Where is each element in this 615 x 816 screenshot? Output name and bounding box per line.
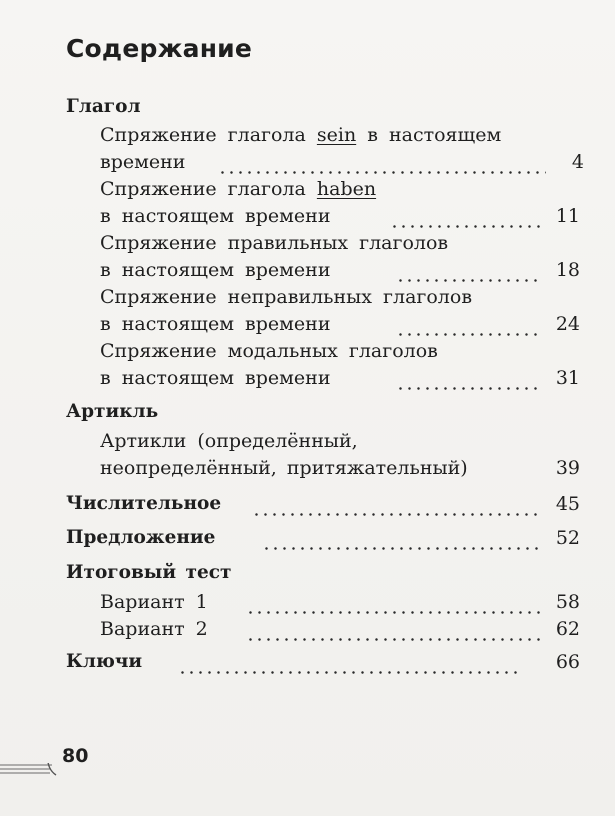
toc-entry-text: Вариант 1	[100, 591, 208, 613]
toc-page-number: 45	[555, 493, 580, 515]
toc-entry[interactable]	[100, 457, 580, 483]
toc-page-number: 11	[555, 205, 580, 227]
toc-entry-text: в настоящем времени	[100, 313, 331, 335]
toc-entry-text: Вариант 2	[100, 618, 208, 640]
section-heading-keys: Ключи	[66, 651, 143, 672]
toc-page-number: 62	[555, 618, 580, 640]
toc-entry[interactable]	[100, 259, 580, 285]
toc-entry-line1: Спряжение глагола haben	[100, 178, 377, 200]
toc-entry-line1: Спряжение модальных глаголов	[100, 340, 438, 362]
toc-page-number: 4	[571, 151, 584, 173]
dot-leader	[396, 333, 540, 336]
toc-entry-numeral[interactable]	[66, 493, 580, 519]
toc-page-number: 66	[555, 651, 580, 673]
toc-entry-line1: Спряжение неправильных глаголов	[100, 286, 473, 308]
toc-entry[interactable]	[100, 618, 580, 644]
toc-entry-line1: Спряжение глагола sein в настоящем	[100, 124, 502, 146]
toc-entry-text: времени	[100, 151, 186, 173]
toc-entry-line1: Артикли (определённый,	[100, 430, 358, 452]
dot-leader	[218, 171, 546, 174]
dot-leader	[178, 671, 522, 674]
section-heading-verb: Глагол	[66, 96, 141, 117]
toc-entry-keys[interactable]	[66, 651, 580, 677]
page-number: 80	[62, 745, 89, 767]
dot-leader	[390, 225, 540, 228]
dot-leader	[246, 638, 540, 641]
toc-entry-text: в настоящем времени	[100, 205, 331, 227]
toc-entry-text: неопределённый, притяжательный)	[100, 457, 468, 479]
toc-page-number: 39	[555, 457, 580, 479]
dot-leader	[396, 387, 540, 390]
toc-page-number: 58	[555, 591, 580, 613]
dot-leader	[396, 279, 540, 282]
toc-entry[interactable]	[100, 313, 580, 339]
dot-leader	[252, 513, 540, 516]
toc-entry-text: в настоящем времени	[100, 259, 331, 281]
toc-page-number: 18	[555, 259, 580, 281]
toc-page-number: 31	[555, 367, 580, 389]
toc-entry[interactable]	[100, 205, 580, 231]
toc-entry-line1: Спряжение правильных глаголов	[100, 232, 449, 254]
underlined-term: sein	[316, 124, 357, 146]
section-heading-final-test: Итоговый тест	[66, 562, 232, 583]
toc-entry[interactable]	[100, 151, 584, 177]
dot-leader	[262, 547, 540, 550]
section-heading-article: Артикль	[66, 401, 159, 422]
section-heading-numeral: Числительное	[66, 493, 222, 514]
toc-page-number: 24	[555, 313, 580, 335]
toc-entry[interactable]	[100, 591, 580, 617]
section-heading-sentence: Предложение	[66, 527, 216, 548]
dot-leader	[246, 611, 540, 614]
contents-title: Содержание	[66, 34, 253, 63]
toc-entry[interactable]	[100, 367, 580, 393]
toc-entry-sentence[interactable]	[66, 527, 580, 553]
underlined-term: haben	[316, 178, 377, 200]
toc-page-number: 52	[555, 527, 580, 549]
toc-entry-text: в настоящем времени	[100, 367, 331, 389]
